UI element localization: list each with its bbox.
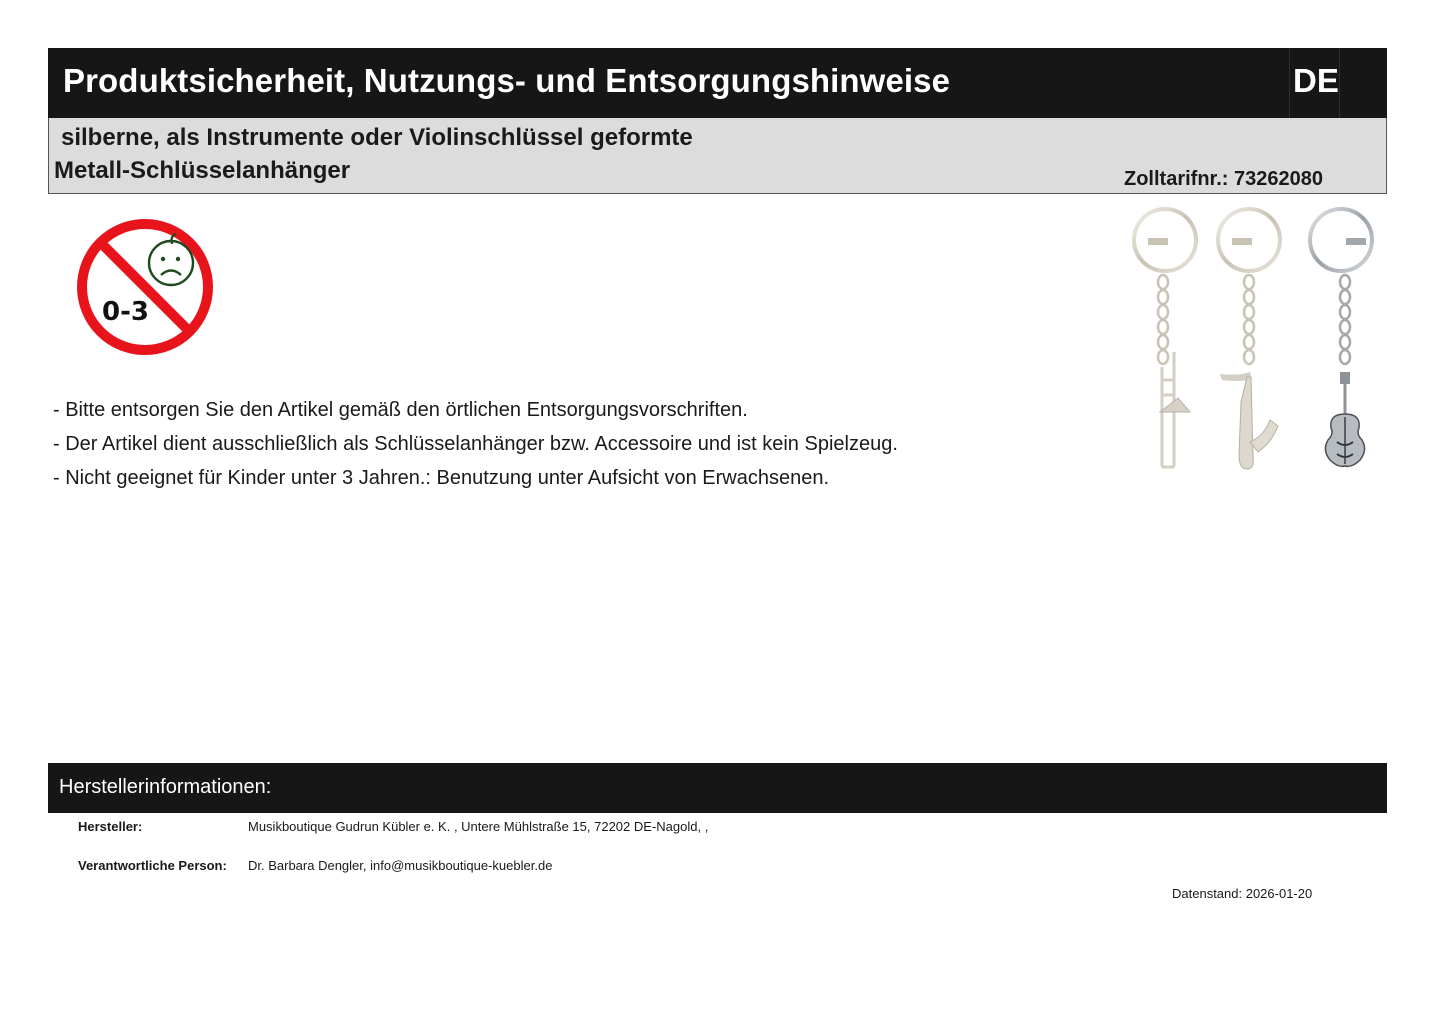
saxophone-keychain-image <box>1218 209 1280 469</box>
tariff-label: Zolltarifnr.: <box>1124 168 1229 190</box>
tariff-value: 73262080 <box>1234 168 1323 190</box>
product-description-line1: silberne, als Instrumente oder Violinschlüssel geformte <box>61 124 693 151</box>
note-age-restriction: - Nicht geeignet für Kinder unter 3 Jahren.: Benutzung unter Aufsicht von Erwachsenen. <box>53 467 830 489</box>
violin-keychain-image <box>1310 209 1372 466</box>
svg-text:0-3: 0-3 <box>102 297 149 327</box>
document-header <box>48 48 1387 118</box>
manufacturer-section-header <box>48 763 1387 813</box>
note-not-a-toy: - Der Artikel dient ausschließlich als Schlüsselanhänger bzw. Accessoire und ist kein Spielzeug. <box>53 433 898 455</box>
language-code: DE <box>1293 62 1339 99</box>
not-for-children-0-3-icon <box>74 216 216 358</box>
product-header <box>48 118 1387 194</box>
product-images <box>1120 202 1390 474</box>
responsible-person-value: Dr. Barbara Dengler, info@musikboutique-kuebler.de <box>248 858 553 873</box>
language-cell <box>1289 48 1340 118</box>
trombone-keychain-image <box>1134 209 1196 467</box>
usage-disposal-notes <box>53 393 898 495</box>
manufacturer-section-title: Herstellerinformationen: <box>59 776 272 798</box>
tariff-number <box>1124 168 1323 191</box>
page-title: Produktsicherheit, Nutzungs- und Entsorgungshinweise <box>63 62 951 99</box>
product-description-line2: Metall-Schlüsselanhänger <box>54 157 351 184</box>
date-stamp: Datenstand: 2026-01-20 <box>1172 886 1313 901</box>
manufacturer-value: Musikboutique Gudrun Kübler e. K. , Untere Mühlstraße 15, 72202 DE-Nagold, , <box>248 819 709 834</box>
manufacturer-label: Hersteller: <box>78 819 143 834</box>
responsible-person-label: Verantwortliche Person: <box>78 858 227 873</box>
note-disposal: - Bitte entsorgen Sie den Artikel gemäß den örtlichen Entsorgungsvorschriften. <box>53 399 748 421</box>
